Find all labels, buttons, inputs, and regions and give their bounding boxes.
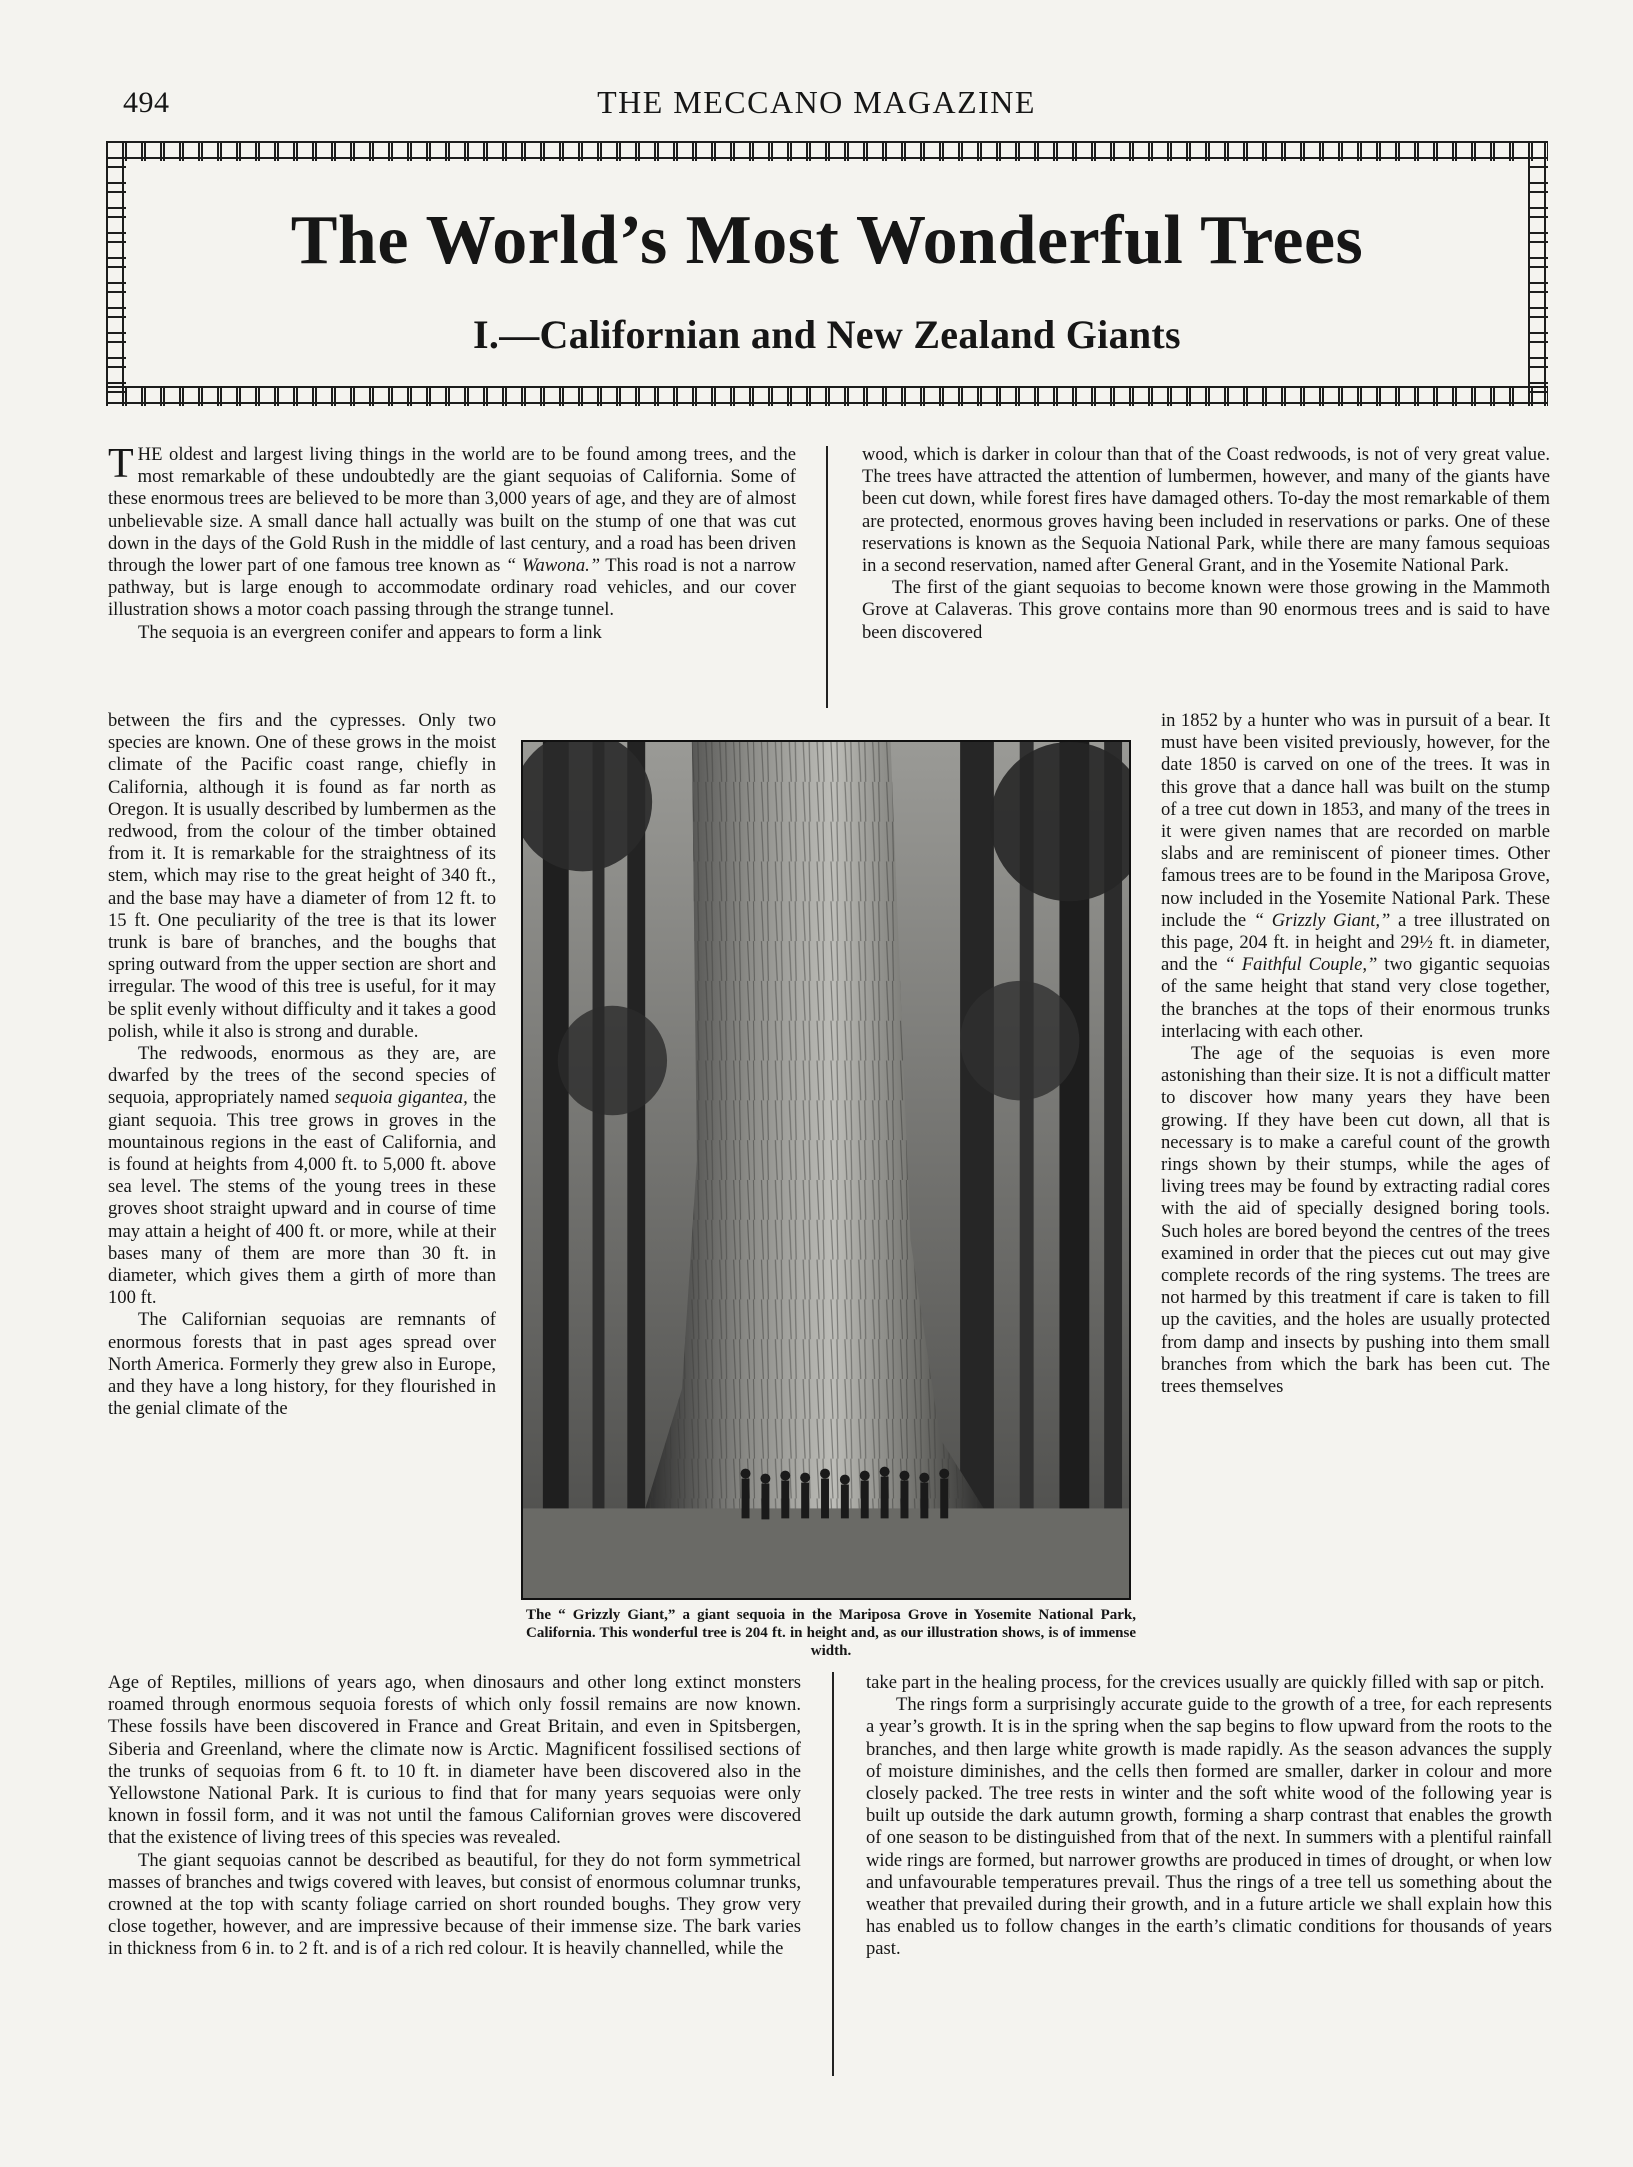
paragraph-text: in 1852 by a hunter who was in pursuit of a bear. It must have been visited previously, however, for the date 1850 is carved on one of the trees. It was in this grove that a dance hall was built on the stump of a tree cut down in 1853, and many of the trees in it were given names that are recorded on marble slabs and are reminiscent of pioneer times. Other famous trees are to be found in the Mariposa Grove, now included in the Yosemite National Park. These include the [1161, 710, 1550, 931]
paragraph-text: The redwoods, enormous as they are, are dwarfed by the trees of the second species of sequoia, appropriately named [108, 1043, 496, 1109]
figure-caption: The “ Grizzly Giant,” a giant sequoia in the Mariposa Grove in Yosemite National Park, California. This wonderful tree is 204 ft. in height and, as our illustration shows, is of immense width. [526, 1607, 1136, 1659]
article-subtitle: I.—Californian and New Zealand Giants [473, 312, 1181, 357]
emphasis-text: “ Faithful Couple,” [1224, 954, 1378, 976]
paragraph: between the firs and the cypresses. Only two species are known. One of these grows in the moist climate of the Pacific coast range, chiefly in California, although it is found as far north as Oregon. It is usually described by lumbermen as the redwood, from the colour of the timber obtained from it. It is remarkable for the straightness of its stem, which may rise to the great height of 340 ft., and the base may have a diameter of from 12 ft. to 15 ft. One peculiarity of the tree is that its lower trunk is bare of branches, and the boughs that spring outward from the upper section are short and irregular. The wood of this tree is useful, for it may be split evenly without difficulty and it takes a good polish, while it also is strong and durable. [108, 710, 496, 1042]
paragraph: The giant sequoias cannot be described as beautiful, for they do not form symmetrical masses of branches and twigs covered with leaves, but consist of enormous columnar trunks, crowned at the top with scanty foliage carried on short rounded boughs. They grow very close together, however, and are impressive because of their immense size. The bark varies in thickness from 6 in. to 2 ft. and is of a rich red colour. It is heavily channelled, while the [108, 1849, 801, 1960]
paragraph: wood, which is darker in colour than that of the Coast redwoods, is not of very great value. The trees have attracted the attention of lumbermen, however, and many of the giants have been cut down, while forest fires have damaged others. To-day the most remarkable of them are protected, enormous groves having been included in reservations or parks. One of these reservations is known as the Sequoia National Park, while there are many famous sequioas in a second reservation, named after General Grant, and in the Yosemite National Park. [862, 444, 1550, 577]
paragraph [108, 441, 796, 622]
paragraph: The Californian sequoias are remnants of enormous forests that in past ages spread over North America. Formerly they grew also in Europe, and they have a long history, for they flourished in the genial climate of the [108, 1309, 496, 1420]
column-left-narrow [108, 710, 496, 1421]
column-left-bottom [108, 1672, 801, 1961]
paragraph: take part in the healing process, for the crevices usually are quickly filled with sap or pitch. [866, 1672, 1545, 1693]
magazine-title: THE MECCANO MAGAZINE [597, 84, 1036, 120]
drop-cap: T [108, 441, 134, 487]
page-number: 494 [123, 86, 170, 119]
paragraph-text: HE oldest and largest living things in the world are to be found among trees, and the most remarkable of these undoubtedly are the giant sequoias of California. Some of these enormous trees are believed to be more than 3,000 years of age, and they are of almost unbelievable size. A small dance hall actually was built on the stump of one that was cut down in the days of the Gold Rush in the middle of last century, and a road has been driven through the lower part of one famous tree known as [108, 444, 796, 577]
paragraph [1161, 710, 1550, 1043]
decorative-border-top [106, 141, 1548, 161]
column-right-bottom [866, 1672, 1552, 1961]
article-title: The World’s Most Wonderful Trees [290, 202, 1364, 279]
paragraph-text: a tree illustrated on this page, 204 ft. in height and 29½ ft. in diameter, and the [1161, 909, 1550, 976]
paragraph: The first of the giant sequoias to become known were those growing in the Mammoth Grove at Calaveras. This grove contains more than 90 enormous trees and is said to have been discovered [862, 577, 1550, 643]
paragraph [108, 1043, 496, 1309]
emphasis-text: “ Wawona.” [505, 555, 601, 577]
title-frame [106, 141, 1548, 406]
paragraph: The age of the sequoias is even more astonishing than their size. It is not a difficult matter to discover how many years they have been growing. If they have been cut down, all that is necessary is to make a careful count of the growth rings shown by their stumps, while the ages of living trees may be found by extracting radial cores with the aid of specially designed boring tools. Such holes are bored beyond the centres of the trees examined in order that the pieces cut out may give complete records of the ring systems. The trees are not harmed by this treatment if care is taken to fill up the cavities, and the holes are usually protected from damp and insects by pushing into them small branches from which the bark has been cut. The trees themselves [1161, 1043, 1551, 1398]
column-divider [826, 446, 828, 708]
emphasis-text: “ Grizzly Giant,” [1253, 909, 1391, 931]
column-right-narrow [1161, 710, 1550, 1398]
paragraph-text: This road is not a narrow pathway, but is large enough to accommodate ordinary road vehicles, and our cover illustration shows a motor coach passing through the strange tunnel. [108, 555, 796, 621]
paragraph: The sequoia is an evergreen conifer and appears to form a link [138, 621, 602, 643]
grizzly-giant-photograph [521, 740, 1131, 1600]
paragraph-text: two gigantic sequoias of the same height that stand very close together, the branches at the tops of their enormous trunks interlacing with each other. [1161, 954, 1550, 1042]
column-divider [832, 1672, 834, 2076]
paragraph: Age of Reptiles, millions of years ago, when dinosaurs and other long extinct monsters roamed through enormous sequoia forests of which only fossil remains are now known. These fossils have been discovered in France and Great Britain, and even in Spitsbergen, Siberia and Greenland, where the climate now is Arctic. Magnificent fossilised sections of the trunks of sequoias from 6 ft. to 10 ft. in diameter have been discovered also in the Yellowstone National Park. It is curious to find that for many years sequoias were only known in fossil form, and it was not until the famous Californian groves were discovered that the existence of living trees of this species was revealed. [108, 1672, 801, 1849]
paragraph: The rings form a surprisingly accurate guide to the growth of a tree, for each represents a year’s growth. It is in the spring when the sap begins to flow upward from the roots to the branches, and then large white growth is made rapidly. As the season advances the supply of moisture diminishes, and the cells then formed are smaller, darker in colour and more closely packed. The tree rests in winter and the soft white wood of the following year is built up outside the dark autumn growth, forming a sharp contrast that enables the growth of one season to be distinguished from that of the next. In summers with a plentiful rainfall wide rings are formed, but narrower growths are produced in times of drought, or when low and unfavourable temperatures prevail. Thus the rings of a tree tell us something about the weather that prevailed during their growth, and in a future article we shall explain how this has enabled us to follow changes in the earth’s climatic conditions for thousands of years past. [866, 1694, 1552, 1960]
paragraph-text: the giant sequoia. This tree grows in groves in the mountainous regions in the east of California, and is found at heights from 4,000 ft. to 5,000 ft. above sea level. The stems of the young trees in these groves shoot straight upward and in course of time may attain a height of 400 ft. or more, while at their bases many of them are more than 30 ft. in diameter, which gives them a girth of more than 100 ft. [108, 1087, 496, 1309]
sequoia-tree-image [523, 742, 1129, 1598]
emphasis-text: sequoia gigantea, [334, 1087, 468, 1109]
decorative-border-bottom [106, 386, 1548, 406]
column-left-top [108, 441, 796, 644]
column-right-top [862, 444, 1550, 644]
